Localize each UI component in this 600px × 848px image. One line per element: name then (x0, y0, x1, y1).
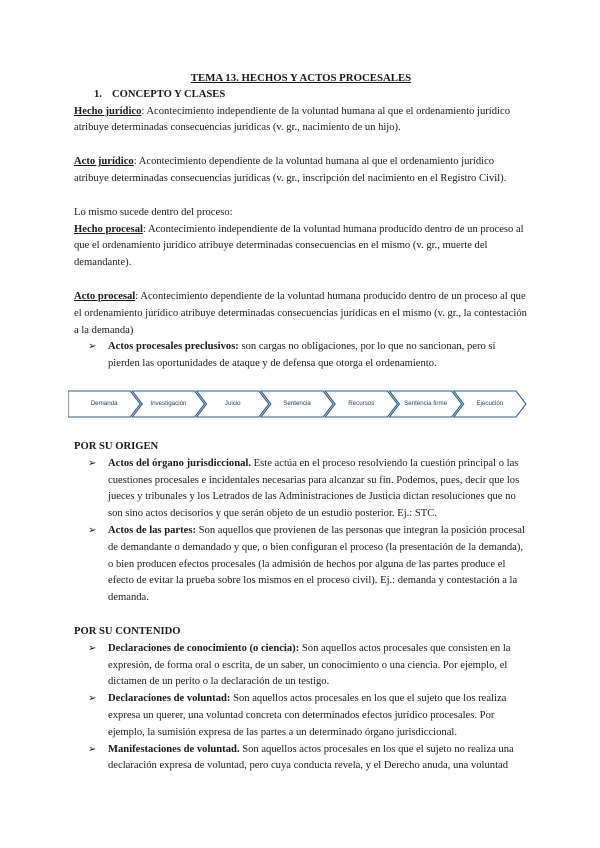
flow-step-label: Ejecución (476, 400, 504, 408)
list-item (74, 523, 528, 607)
arrow-bullet-icon: ➢ (88, 341, 97, 353)
flow-step-label: Investigación (150, 400, 187, 408)
term-hecho-juridico: Hecho jurídico (74, 105, 142, 117)
arrow-bullet-icon: ➢ (88, 524, 97, 536)
list-item (74, 691, 528, 741)
origen-list (74, 456, 528, 607)
term-preclusivos: Actos procesales preclusivos: (108, 341, 239, 353)
term-acto-procesal: Acto procesal (74, 290, 136, 302)
term-acto-juridico: Acto jurídico (74, 156, 134, 168)
arrow-bullet-icon: ➢ (88, 693, 97, 705)
term-hecho-procesal: Hecho procesal (74, 223, 143, 235)
list-item-text: Son aquellos actos procesales en los que el sujeto que los realiza expresa un querer, una voluntad concreta con determinados efectos jurídico procesales. Por ejemplo, la sumisión expresa de las partes a un determinado órgano jurisdiccional. (108, 693, 507, 738)
list-item-term: Manifestaciones de voluntad. (108, 743, 240, 755)
intro-proceso: Lo mismo sucede dentro del proceso: (74, 206, 233, 218)
list-item-text: Son aquellos actos procesales en los que el sujeto no realiza una declaración expresa de voluntad, pero cuya conducta revela, y el Derecho anuda, una voluntad (108, 743, 514, 772)
definition-preclusivos: son cargas no obligaciones, por lo que no sancionan, pero sí pierden las oportunidades de ataque y de defensa que otorga el ordenamiento. (108, 341, 496, 370)
definition-acto-procesal: : Acontecimiento dependiente de la voluntad humana producido dentro de un proceso al que el ordenamiento jurídico atribuye determinadas consecuencias jurídicas en el mismo (v. gr., la contestación a la demanda) (74, 290, 527, 336)
process-flow-diagram (68, 383, 528, 425)
paragraph-acto-juridico (74, 154, 528, 188)
bullet-preclusivos (74, 339, 528, 373)
list-item-text: Este actúa en el proceso resolviendo la cuestión principal o las cuestiones procesales e incidentales necesarias para alcanzar su fin. Podemos, pues, decir que los jueces y tribunales y los Letrados de las Administraciones de Justicia dictan resoluciones que no son sino actos decisorios y que serán objeto de un estudio posterior. Ej.: STC. (108, 457, 520, 520)
flow-step-label: Sentencia (283, 400, 311, 408)
list-item-term: Declaraciones de voluntad: (108, 693, 231, 705)
list-item (74, 641, 528, 691)
section-number: 1. (94, 88, 102, 100)
list-item (74, 742, 528, 776)
list-item-term: Declaraciones de conocimiento (o ciencia): (108, 642, 300, 654)
section-heading-concepto (94, 87, 528, 104)
flow-step-label: Recursos (348, 400, 375, 408)
list-item-term: Actos de las partes: (108, 524, 196, 536)
flow-step-label: Demanda (90, 400, 118, 408)
paragraph-hecho-juridico (74, 104, 528, 138)
arrow-bullet-icon: ➢ (88, 457, 97, 469)
list-item-text: Son aquellos que provienen de las personas que integran la posición procesal de demandante o demandado y que, o bien configuran el proceso (la presentación de la demanda), o bien producen efectos procesales (la admisión de hechos por alguna de las partes produce el efecto de evitar la prueba sobre los mismos en el proceso civil). Ej.: demanda y contestación a la demanda. (108, 524, 525, 604)
list-item (74, 456, 528, 523)
section-label: CONCEPTO Y CLASES (112, 88, 226, 100)
list-item-text: Son aquellos actos procesales que consisten en la expresión, de forma oral o escrita, de un saber, un conocimiento o una ciencia. Por ejemplo, el dictamen de un perito o la declaración de un testigo. (108, 642, 511, 688)
flow-step-label: Sentencia firme (404, 400, 448, 408)
arrow-bullet-icon: ➢ (88, 642, 97, 654)
document-page (74, 70, 528, 775)
section-heading-origen: POR SU ORIGEN (74, 440, 159, 452)
definition-acto-juridico: : Acontecimiento dependiente de la voluntad humana al que el ordenamiento jurídico atribuye determinadas consecuencias jurídicas (v. gr., inscripción del nacimiento en el Registro Civil). (74, 156, 507, 184)
list-item-term: Actos del órgano jurisdiccional. (108, 457, 252, 469)
paragraph-hecho-procesal (74, 222, 528, 272)
contenido-list (74, 641, 528, 775)
arrow-bullet-icon: ➢ (88, 743, 97, 755)
paragraph-acto-procesal (74, 289, 528, 339)
flow-step-label: Juicio (224, 400, 241, 408)
definition-hecho-procesal: : Acontecimiento independiente de la voluntad humana producido dentro de un proceso al que el ordenamiento jurídico atribuye determinadas consecuencias en el mismo (v. gr., muerte del demandante). (74, 223, 524, 269)
document-title: TEMA 13. HECHOS Y ACTOS PROCESALES (190, 72, 412, 84)
section-heading-contenido: POR SU CONTENIDO (74, 625, 181, 637)
definition-hecho-juridico: : Acontecimiento independiente de la voluntad humana al que el ordenamiento jurídico atribuye determinadas consecuencias jurídicas (v. gr., nacimiento de un hijo). (74, 105, 510, 134)
